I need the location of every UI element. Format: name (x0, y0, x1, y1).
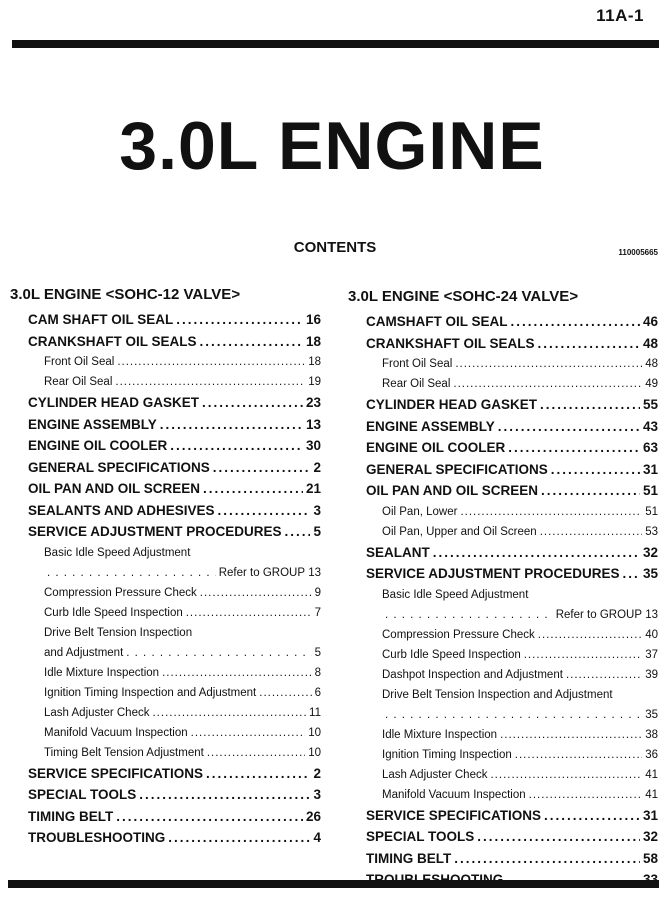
page-number: 11A-1 (596, 6, 644, 25)
toc-entry-page: 13 (305, 416, 321, 432)
toc-subentry[interactable] (10, 583, 321, 603)
toc-entry-label: Oil Pan, Lower (382, 505, 458, 518)
toc-entry-label: Curb Idle Speed Inspection (44, 606, 183, 619)
toc-subentry[interactable] (348, 785, 658, 805)
toc-subentry[interactable] (348, 625, 658, 645)
toc-entry-label: ENGINE OIL COOLER (28, 438, 168, 453)
leader-dots (126, 643, 311, 663)
toc-entry-page: 13 (645, 608, 658, 621)
toc-entry-label: SERVICE SPECIFICATIONS (28, 765, 204, 781)
toc-entry-label: OIL PAN AND OIL SCREEN (366, 483, 539, 498)
toc-entry-page: 32 (642, 829, 658, 844)
toc-entry-label: Basic Idle Speed Adjustment (382, 588, 529, 601)
toc-entry-label: OIL PAN AND OIL SCREEN (28, 481, 201, 496)
toc-entry-page: 26 (305, 808, 321, 824)
toc-entry-label: GENERAL SPECIFICATIONS (28, 459, 210, 475)
toc-entry[interactable] (10, 414, 321, 436)
leader-dots (259, 683, 311, 703)
toc-entry-page: 2 (313, 459, 321, 475)
leader-dots (207, 743, 305, 763)
toc-entry-label: Compression Pressure Check (382, 628, 535, 641)
leader-dots (541, 480, 640, 502)
toc-entry-label: Drive Belt Tension Inspection (44, 626, 193, 639)
leader-dots (170, 435, 303, 457)
leader-dots (511, 311, 640, 333)
toc-entry-label: CRANKSHAFT OIL SEALS (28, 333, 197, 349)
toc-entry-label: Front Oil Seal (382, 358, 453, 370)
toc-subentry[interactable] (348, 765, 658, 785)
toc-entry-page: 35 (645, 708, 658, 721)
toc-entry-label: SPECIAL TOOLS (28, 787, 137, 802)
leader-dots (540, 522, 643, 542)
toc-subentry[interactable] (348, 522, 658, 542)
toc-subentry[interactable] (348, 374, 658, 394)
toc-entry[interactable] (348, 826, 658, 848)
toc-entry-page: 53 (645, 525, 658, 538)
toc-entry-page: 3 (313, 502, 321, 518)
toc-entry-page: 5 (313, 524, 321, 539)
leader-dots (566, 665, 642, 685)
leader-dots (453, 374, 642, 394)
toc-entry[interactable] (10, 435, 321, 457)
leader-dots (455, 354, 642, 374)
toc-entry-page: 3 (313, 787, 321, 802)
toc-entry-reference: Refer to GROUP (218, 566, 305, 579)
leader-dots (116, 806, 303, 828)
toc-entry-page: 41 (645, 788, 658, 801)
leader-dots (200, 331, 303, 353)
leader-dots (285, 521, 311, 543)
page-title: 3.0L ENGINE (119, 108, 545, 184)
toc-subentry[interactable] (10, 683, 321, 703)
toc-entry-page: 48 (645, 358, 658, 370)
toc-entry-label: TIMING BELT (366, 850, 452, 866)
toc-entry-page: 49 (645, 378, 658, 390)
toc-entry[interactable] (348, 848, 658, 870)
toc-subentry[interactable] (348, 745, 658, 765)
toc-entry-label: Dashpot Inspection and Adjustment (382, 668, 563, 681)
toc-entry-page: 48 (642, 335, 658, 351)
toc-entry-label: CYLINDER HEAD GASKET (366, 397, 538, 412)
leader-dots (202, 392, 303, 414)
leader-dots (454, 848, 640, 870)
toc-entry-label: Idle Mixture Inspection (44, 666, 160, 679)
toc-entry-page: 8 (314, 666, 321, 679)
toc-entry-page: 41 (645, 768, 658, 781)
toc-entry-page: 9 (314, 586, 321, 599)
toc-entry-page: 23 (305, 395, 321, 410)
toc-subentry[interactable] (348, 665, 658, 685)
leader-dots (477, 826, 640, 848)
toc-entry-reference: Refer to GROUP (555, 608, 642, 621)
leader-dots (623, 563, 640, 585)
toc-entry-label: Rear Oil Seal (44, 376, 113, 388)
toc-subentry[interactable] (348, 502, 658, 522)
toc-entry-label: SEALANTS AND ADHESIVES (28, 502, 215, 518)
leader-dots (160, 414, 303, 436)
leader-dots (191, 723, 306, 743)
toc-entry-label: TIMING BELT (28, 808, 114, 824)
toc-entry-page: 51 (645, 505, 658, 518)
toc-entry-label: Oil Pan, Upper and Oil Screen (382, 525, 537, 538)
toc-subentry[interactable] (10, 743, 321, 763)
toc-column-sohc-12 (10, 284, 321, 849)
leader-dots (139, 784, 310, 806)
toc-entry-label: GENERAL SPECIFICATIONS (366, 461, 548, 477)
toc-entry-page: 32 (642, 544, 658, 560)
toc-entry[interactable] (10, 457, 321, 479)
document-code: 110005665 (618, 248, 658, 257)
toc-entry-page: 16 (305, 312, 321, 327)
toc-entry-page: 5 (314, 646, 321, 659)
leader-dots (385, 705, 642, 725)
toc-entry-page: 18 (305, 333, 321, 349)
toc-entry[interactable] (348, 459, 658, 481)
toc-subentry[interactable] (10, 723, 321, 743)
toc-entry-label: Timing Belt Tension Adjustment (44, 746, 204, 759)
bottom-rule (8, 880, 659, 888)
toc-entry-page: 30 (305, 438, 321, 453)
toc-entry-label: Idle Mixture Inspection (382, 728, 498, 741)
toc-subentry[interactable] (10, 543, 321, 583)
toc-entry-label: CAMSHAFT OIL SEAL (366, 314, 508, 329)
leader-dots (176, 309, 303, 331)
toc-entry[interactable] (10, 309, 321, 331)
toc-entry[interactable] (10, 478, 321, 500)
toc-entry-label: SERVICE ADJUSTMENT PROCEDURES (28, 524, 282, 539)
toc-entry-page: 2 (313, 765, 321, 781)
toc-entry[interactable] (10, 521, 321, 543)
toc-entry-label: ENGINE ASSEMBLY (366, 418, 495, 434)
leader-dots (206, 763, 310, 785)
leader-dots (551, 459, 640, 481)
toc-entry-label: CRANKSHAFT OIL SEALS (366, 335, 535, 351)
toc-entry-page: 19 (308, 376, 321, 388)
leader-dots (213, 457, 311, 479)
leader-dots (460, 502, 642, 522)
toc-entry-label: Curb Idle Speed Inspection (382, 648, 521, 661)
toc-entry-page: 37 (645, 648, 658, 661)
toc-entry[interactable] (10, 806, 321, 828)
toc-entry-page: 11 (309, 706, 321, 719)
section-heading: 3.0L ENGINE <SOHC-12 VALVE> (10, 286, 241, 303)
toc-entry-label: CAM SHAFT OIL SEAL (28, 312, 174, 327)
toc-entry[interactable] (348, 394, 658, 416)
toc-subentry[interactable] (348, 354, 658, 374)
toc-entry[interactable] (348, 333, 658, 355)
toc-subentry[interactable] (10, 623, 321, 663)
leader-dots (168, 827, 310, 849)
toc-subentry[interactable] (10, 603, 321, 623)
toc-entry-page: 31 (642, 807, 658, 823)
toc-entry-label: ENGINE ASSEMBLY (28, 416, 157, 432)
leader-dots (538, 625, 642, 645)
leader-dots (490, 765, 642, 785)
top-rule (12, 40, 659, 48)
toc-entry-page: 31 (642, 461, 658, 477)
toc-entry[interactable] (348, 416, 658, 438)
leader-dots (115, 372, 305, 392)
leader-dots (117, 352, 305, 372)
toc-subentry[interactable] (348, 585, 658, 625)
leader-dots (498, 416, 640, 438)
toc-entry[interactable] (10, 827, 321, 849)
toc-entry-page: 51 (642, 483, 658, 498)
toc-entry-label: Drive Belt Tension Inspection and Adjustment (382, 688, 613, 701)
toc-entry-label: Rear Oil Seal (382, 378, 451, 390)
toc-entry[interactable] (348, 437, 658, 459)
toc-entry-page: 6 (314, 686, 321, 699)
toc-subentry[interactable] (10, 663, 321, 683)
toc-entry-page: 13 (308, 566, 321, 579)
leader-dots (152, 703, 306, 723)
toc-entry-label: Manifold Vacuum Inspection (382, 788, 526, 801)
contents-heading: CONTENTS (293, 239, 377, 256)
toc-entry-label: ENGINE OIL COOLER (366, 440, 506, 455)
toc-entry[interactable] (348, 311, 658, 333)
toc-entry-page: 18 (308, 356, 321, 368)
toc-entry-label: Lash Adjuster Check (382, 768, 488, 781)
toc-entry-label: Lash Adjuster Check (44, 706, 150, 719)
toc-entry-label: SERVICE SPECIFICATIONS (366, 807, 542, 823)
toc-entry-page: 38 (645, 728, 658, 741)
toc-entry-page: 40 (645, 628, 658, 641)
toc-entry-label: SERVICE ADJUSTMENT PROCEDURES (366, 566, 620, 581)
leader-dots (544, 805, 640, 827)
toc-subentry[interactable] (348, 645, 658, 665)
toc-entry[interactable] (10, 500, 321, 522)
toc-entry[interactable] (348, 542, 658, 564)
toc-entry-page: 39 (645, 668, 658, 681)
leader-dots (203, 478, 303, 500)
leader-dots (515, 745, 642, 765)
toc-entry-page: 21 (305, 481, 321, 496)
toc-entry-label: Front Oil Seal (44, 356, 115, 368)
toc-entry[interactable] (10, 392, 321, 414)
toc-subentry[interactable] (10, 703, 321, 723)
toc-entry-page: 46 (642, 314, 658, 329)
toc-entry-label: TROUBLESHOOTING (28, 830, 166, 845)
toc-entry-page: 58 (642, 850, 658, 866)
toc-entry-page: 55 (642, 397, 658, 412)
section-heading: 3.0L ENGINE <SOHC-24 VALVE> (348, 288, 579, 305)
toc-subentry[interactable] (348, 685, 658, 725)
toc-subentry[interactable] (10, 372, 321, 392)
leader-dots (186, 603, 312, 623)
toc-entry-label: Ignition Timing Inspection (382, 748, 512, 761)
toc-entry-page: 4 (313, 830, 321, 845)
toc-entry-label: SPECIAL TOOLS (366, 829, 475, 844)
leader-dots (218, 500, 311, 522)
leader-dots (529, 785, 643, 805)
leader-dots (500, 725, 642, 745)
toc-entry-label-continued: and Adjustment (44, 646, 124, 659)
toc-entry-label: Basic Idle Speed Adjustment (44, 546, 191, 559)
toc-entry-label: Compression Pressure Check (44, 586, 197, 599)
leader-dots (200, 583, 312, 603)
leader-dots (540, 394, 640, 416)
leader-dots (433, 542, 640, 564)
leader-dots (508, 437, 640, 459)
toc-entry[interactable] (10, 763, 321, 785)
toc-column-sohc-24 (348, 286, 658, 891)
leader-dots (524, 645, 642, 665)
toc-entry-page: 36 (645, 748, 658, 761)
toc-entry[interactable] (348, 805, 658, 827)
leader-dots (538, 333, 640, 355)
toc-entry[interactable] (10, 331, 321, 353)
leader-dots (385, 605, 553, 625)
toc-entry-page: 7 (314, 606, 321, 619)
leader-dots (162, 663, 312, 683)
toc-entry-page: 35 (642, 566, 658, 581)
toc-entry-page: 10 (308, 726, 321, 739)
toc-entry[interactable] (348, 480, 658, 502)
toc-entry-page: 43 (642, 418, 658, 434)
toc-entry-page: 63 (642, 440, 658, 455)
toc-entry-label: CYLINDER HEAD GASKET (28, 395, 200, 410)
toc-entry[interactable] (10, 784, 321, 806)
toc-subentry[interactable] (10, 352, 321, 372)
toc-entry-page: 10 (308, 746, 321, 759)
toc-entry[interactable] (348, 563, 658, 585)
toc-entry-label: Ignition Timing Inspection and Adjustment (44, 686, 257, 699)
leader-dots (47, 563, 216, 583)
toc-entry-label: SEALANT (366, 544, 430, 560)
toc-entry-label: Manifold Vacuum Inspection (44, 726, 188, 739)
toc-subentry[interactable] (348, 725, 658, 745)
